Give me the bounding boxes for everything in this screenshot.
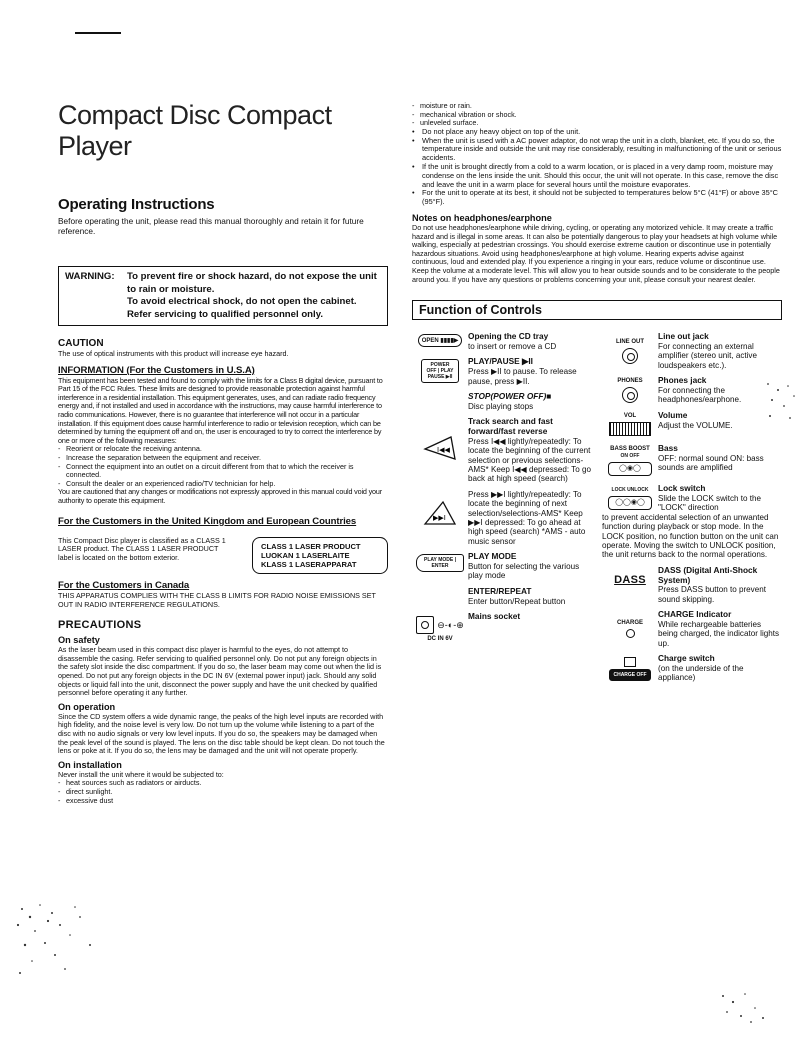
warning-box: [58, 266, 388, 326]
laser-label-line: KLASS 1 LASERAPPARAT: [261, 559, 357, 569]
caution-heading: CAUTION: [58, 338, 104, 349]
list-item: - excessive dust: [58, 797, 388, 806]
control-dass: DASS DASS (Digital Anti-Shock System) Press DASS button to prevent sound skipping.: [614, 564, 766, 604]
scan-noise-right-edge: [762, 378, 802, 428]
charge-led-icon: [626, 629, 635, 638]
dass-button-icon[interactable]: DASS: [614, 573, 646, 586]
information-list: [58, 445, 388, 488]
svg-text:▶▶I: ▶▶I: [433, 513, 446, 522]
information-text: This equipment has been tested and found to comply with the limits for a Class B digital device, pursuant to Part 15 of the FCC Rules. These limits are designed to provide reasonable protection against harmful interference in a residential installation. This equipment generates, uses, and can radiate radio frequency energy and, if not installed and used in accordance with the instructions, may cause harmful interference to radio communications. However, there is no guarantee that interference will not occur in a particular installation. If this equipment does cause harmful interference to radio or television reception, which can be determined by turning the equipment off and on, the user is encouraged to try to correct the interference by one or more of the following measures:: [58, 375, 383, 445]
uk-heading: For the Customers in the United Kingdom and European Countries: [58, 515, 357, 527]
skip-forward-button-icon[interactable]: [423, 500, 457, 528]
left-column: [58, 100, 388, 805]
canada-heading: For the Customers in Canada: [58, 580, 190, 592]
list-item: - heat sources such as radiators or airducts.: [58, 779, 388, 788]
information-footer: You are cautioned that any changes or modifications not expressly approved in this manual could void your authority to operate this equipment.: [58, 487, 382, 505]
list-item: - direct sunlight.: [58, 788, 388, 797]
list-item: - unleveled surface.: [412, 119, 782, 128]
control-mains-socket: ⊖-◐-⊕ DC IN 6V Mains socket: [412, 612, 592, 643]
play-pause-button-icon[interactable]: POWER OFF | PLAY PAUSE ▶II: [421, 359, 459, 383]
operating-intro: Before operating the unit, please read this manual thoroughly and retain it for future reference.: [58, 216, 364, 236]
headphones-heading: Notes on headphones/earphone: [412, 212, 552, 223]
list-item: - mechanical vibration or shock.: [412, 111, 782, 120]
control-charge-indicator: CHARGE CHARGE Indicator While rechargeable batteries being charged, the indicator lights up.: [616, 609, 780, 648]
installation-text: Never install the unit where it would be subjected to:: [58, 769, 224, 779]
warning-line-2: To avoid electrical shock, do not open the cabinet.: [127, 296, 357, 307]
list-item: • When the unit is used with a AC power adaptor, do not wrap the unit in a cloth, blanket, etc. If you do so, the temperature inside and outside the unit may rise considerably, resulting in malfunctioning of the unit or serious accidents.: [412, 137, 782, 163]
list-item: • If the unit is brought directly from a cold to a warm location, or is placed in a very damp room, moisture may condense on the lens inside the unit. Should this occur, the unit will not operate. In this case, remove the disc and leave the unit in a warm place for several hours until the moisture evaporates.: [412, 163, 782, 189]
scan-noise-bottom-left: [10, 895, 110, 985]
safety-heading: On safety: [58, 635, 100, 646]
installation-list-continued: [412, 102, 782, 128]
top-dash-mark: [75, 32, 121, 34]
list-item: - Increase the separation between the equipment and receiver.: [58, 454, 388, 463]
list-item: - Consult the dealer or an experienced radio/TV technician for help.: [58, 480, 388, 489]
warning-label: WARNING:: [65, 271, 115, 282]
canada-text: THIS APPARATUS COMPLIES WITH THE CLASS B LIMITS FOR RADIO NOISE EMISSIONS SET OUT IN RADIO INTERFERENCE REGULATIONS.: [58, 591, 376, 609]
list-item: - Connect the equipment into an outlet on a circuit different from that to which the receiver is connected.: [58, 463, 388, 480]
play-mode-button-icon[interactable]: PLAY MODE | ENTER: [416, 554, 464, 572]
information-heading: INFORMATION (For the Customers in U.S.A): [58, 364, 255, 376]
controls-right: [602, 332, 782, 689]
control-enter-repeat: ENTER/REPEAT Enter button/Repeat button: [468, 585, 566, 606]
scan-noise-bottom-right: [715, 988, 775, 1028]
control-track-back: I◀◀ Track search and fast forward/fast reverse Press I◀◀ lightly/repeatedly: To locate the beginning of the current selection or previous selections-AMS* Keep I◀◀ depressed: To go back at high speed (search): [412, 417, 592, 484]
function-of-controls-heading: Function of Controls: [412, 300, 782, 320]
precautions-heading: PRECAUTIONS: [58, 619, 142, 632]
installation-heading: On installation: [58, 759, 122, 770]
controls-grid: [412, 332, 782, 689]
list-item: • Do not place any heavy object on top of the unit.: [412, 128, 782, 137]
control-volume: VOL Volume Adjust the VOLUME.: [602, 411, 782, 438]
polarity-icon: ⊖-◐-⊕: [437, 619, 464, 630]
installation-list: [58, 779, 388, 805]
headphones-text: Do not use headphones/earphone while driving, cycling, or operating any motorized vehicle. It may create a traffic hazard and is illegal in some areas. It can also be potentially dangerous to play your headsets at high volume while walking, especially at pedestrian crossings. You should exercise extreme caution or discontinue use in potentially hazardous situations. Avoid using headphones/earphone at high volume. Hearing experts advise against continuous, loud and extended play. If you experience a ringing in your ears, reduce volume or discontinue use. Keep the volume at a moderate level. This will allow you to hear outside sounds and to be considerate to the people around you. If you have any questions or problems concerning your unit, please consult your nearest dealer.: [412, 222, 780, 284]
control-bass: BASS BOOST ON OFF ◯◉◯ Bass OFF: normal sound ON: bass sounds are amplified: [602, 444, 782, 478]
phones-jack-icon[interactable]: [622, 387, 638, 403]
control-track-forward: ▶▶I Press ▶▶I lightly/repeatedly: To locate the beginning of next selection/selections-AMS* Keep ▶▶I depressed: To go ahead at high speed (search) *AMS - auto music sensor: [412, 490, 592, 546]
laser-class-row: [58, 537, 388, 575]
list-item: - moisture or rain.: [412, 102, 782, 111]
charge-switch-icon[interactable]: CHARGE OFF: [609, 669, 650, 681]
list-item: - Reorient or relocate the receiving antenna.: [58, 445, 388, 454]
safety-text: As the laser beam used in this compact disc player is harmful to the eyes, do not attempt to disassemble the casing. Refer servicing to qualified personnel only. Do not put any foreign objects in the safety slot inside the disc compartment. If you do so, the laser beam may come out when the lid is opened. Do not put any foreign objects in the DC IN 6V (external power input) jack. Should any solid objects or liquid fall into the unit, disconnect the power supply and have the unit checked by qualified personnel before operating it any further.: [58, 645, 382, 698]
battery-icon: [624, 657, 636, 667]
page-title: Compact Disc Compact Player: [58, 100, 332, 161]
operating-heading: Operating Instructions: [58, 196, 215, 213]
control-open-tray: OPEN ▮▮▮▮▶ Opening the CD tray to insert or remove a CD: [412, 332, 592, 351]
operation-heading: On operation: [58, 701, 116, 712]
dc-socket-icon[interactable]: [416, 616, 434, 634]
control-stop: STOP(POWER OFF)■ Disc playing stops: [468, 390, 552, 411]
warning-line-1: To prevent fire or shock hazard, do not expose the unit to rain or moisture.: [127, 271, 377, 295]
skip-back-button-icon[interactable]: [423, 435, 457, 463]
caution-text: The use of optical instruments with this product will increase eye hazard.: [58, 349, 289, 358]
operation-text: Since the CD system offers a wide dynamic range, the peaks of the high level inputs are recorded with high fidelity, and the noise level is very low. Do not turn up the volume while listening to a part of the disc with no audio signals or very low level inputs. If you do so, the speakers may be damaged when the peak level of the sound is played. The lens on the disc table should be kept clean. Do not touch the lens or poke at it. If you do so, the lens may be damaged and the unit will not operate properly.: [58, 711, 385, 756]
laser-label-line: LUOKAN 1 LASERLAITE: [261, 550, 350, 560]
control-play-pause: POWER OFF | PLAY PAUSE ▶II PLAY/PAUSE ▶II Press ▶II to pause. To release pause, press ▶II.: [412, 357, 592, 386]
control-lock: LOCK UNLOCK ◯◯◉◯ Lock switch Slide the LOCK switch to the "LOCK" direction to prevent accidental selection of an unwanted function during playback or stop mode. In the LOCK position, no function button on the unit can operate. Moving the switch to UNLOCK position, the unit returns back to the normal operations.: [602, 483, 779, 560]
right-column: [412, 102, 782, 689]
warning-line-3: Refer servicing to qualified personnel only.: [127, 308, 324, 320]
bass-switch-icon[interactable]: ◯◉◯: [608, 462, 652, 476]
lock-switch-icon[interactable]: ◯◯◉◯: [608, 496, 652, 510]
precaution-bullets: [412, 128, 782, 207]
volume-wheel-icon[interactable]: [609, 422, 651, 436]
uk-text: This Compact Disc player is classified as a CLASS 1 LASER product. The CLASS 1 LASER PRODUCT label is located on the bottom exterior.: [58, 535, 226, 562]
control-phones: PHONES Phones jack For connecting the headphones/earphone.: [617, 375, 742, 405]
svg-text:I◀◀: I◀◀: [437, 446, 450, 455]
control-charge-switch: CHARGE OFF Charge switch (on the underside of the appliance): [602, 654, 782, 683]
open-button-icon[interactable]: OPEN ▮▮▮▮▶: [418, 334, 463, 347]
control-play-mode: PLAY MODE | ENTER PLAY MODE Button for selecting the various play mode: [412, 552, 592, 581]
controls-left: [412, 332, 592, 689]
laser-label-line: CLASS 1 LASER PRODUCT: [261, 541, 361, 551]
laser-label-box: [252, 537, 388, 575]
list-item: • For the unit to operate at its best, it should not be subjected to temperatures below 5°C (41°F) or above 35°C (95°F).: [412, 189, 782, 207]
control-line-out: LINE OUT Line out jack For connecting an external amplifier (stereo unit, active loudspeakers etc.).: [616, 331, 757, 370]
line-out-jack-icon[interactable]: [622, 348, 638, 364]
